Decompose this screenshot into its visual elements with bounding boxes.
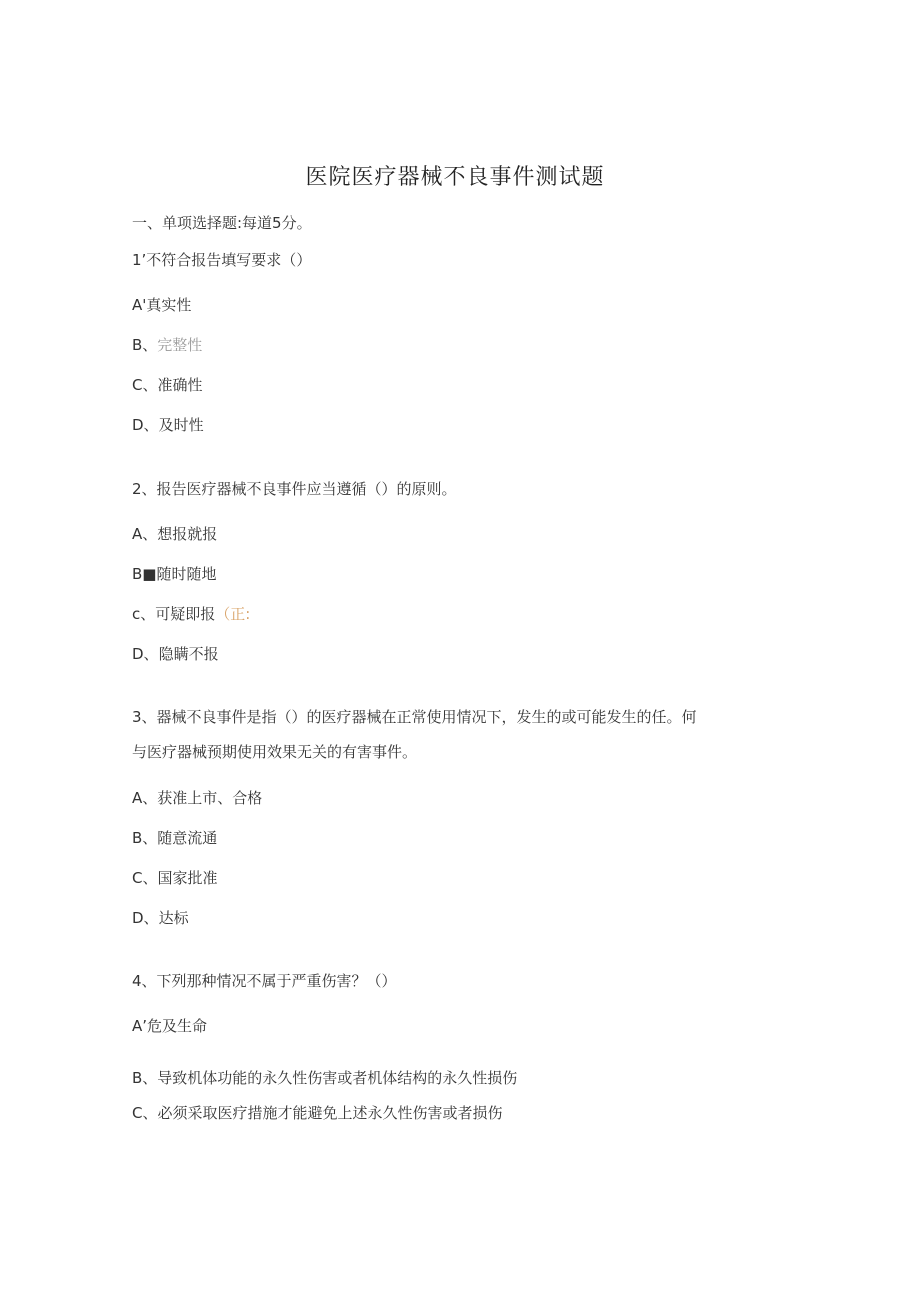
question-1-option-a — [132, 295, 191, 315]
option-label: A' — [132, 296, 147, 314]
question-3-option-d — [132, 908, 189, 928]
question-3-option-a — [132, 788, 262, 808]
question-3-stem-line-1: 3、器械不良事件是指（）的医疗器械在正常使用情况下，发生的或可能发生的任。何 — [132, 708, 697, 726]
option-label: A、 — [132, 789, 158, 807]
option-text: 隐瞒不报 — [158, 645, 219, 663]
question-1-option-b — [132, 335, 202, 355]
option-label: C、 — [132, 1104, 158, 1122]
option-text: 随时随地 — [156, 565, 217, 583]
option-text: 导致机体功能的永久性伤害或者机体结构的永久性损伤 — [157, 1069, 518, 1087]
option-text: 随意流通 — [157, 829, 218, 847]
question-2-option-c — [132, 604, 250, 624]
option-label: B、 — [132, 336, 158, 354]
option-label: A、 — [132, 525, 158, 543]
option-text: 达标 — [158, 909, 189, 927]
option-note: （正: — [215, 605, 251, 623]
option-text: 及时性 — [158, 416, 204, 434]
option-text: 必须采取医疗措施才能避免上述永久性伤害或者损伤 — [157, 1104, 503, 1122]
option-text: 完整性 — [157, 336, 203, 354]
option-text: 获准上市、合格 — [157, 789, 263, 807]
option-label: C、 — [132, 869, 158, 887]
option-label: B、 — [132, 829, 158, 847]
option-label: B、 — [132, 1069, 158, 1087]
question-3-option-b — [132, 828, 217, 848]
question-4-option-a — [132, 1016, 207, 1036]
question-1-stem: 1’不符合报告填写要求（） — [132, 251, 312, 269]
option-text: 国家批准 — [157, 869, 218, 887]
question-2-option-b — [132, 564, 216, 584]
question-3-option-c — [132, 868, 218, 888]
question-1-option-d — [132, 415, 204, 435]
question-2-option-a — [132, 524, 217, 544]
option-text: 危及生命 — [147, 1017, 208, 1035]
question-1-option-c — [132, 375, 203, 395]
question-4-option-b — [132, 1068, 517, 1088]
option-label: D、 — [132, 645, 159, 663]
option-label: C、 — [132, 376, 158, 394]
option-label: B■ — [132, 565, 157, 583]
option-label: D、 — [132, 909, 159, 927]
option-label: D、 — [132, 416, 159, 434]
option-label: A’ — [132, 1017, 148, 1035]
question-2-stem: 2、报告医疗器械不良事件应当遵循（）的原则。 — [132, 480, 457, 498]
option-label: c、 — [132, 605, 156, 623]
option-text: 可疑即报 — [155, 605, 216, 623]
question-4-stem: 4、下列那种情况不属于严重伤害？（） — [132, 972, 397, 990]
question-2-option-d — [132, 644, 219, 664]
question-3-stem-line-2: 与医疗器械预期使用效果无关的有害事件。 — [132, 743, 418, 761]
option-text: 准确性 — [157, 376, 203, 394]
question-4-option-c — [132, 1103, 503, 1123]
option-text: 真实性 — [146, 296, 192, 314]
document-title: 医院医疗器械不良事件测试题 — [305, 165, 605, 190]
section-heading: 一、单项选择题:每道5分。 — [132, 214, 312, 232]
option-text: 想报就报 — [157, 525, 218, 543]
